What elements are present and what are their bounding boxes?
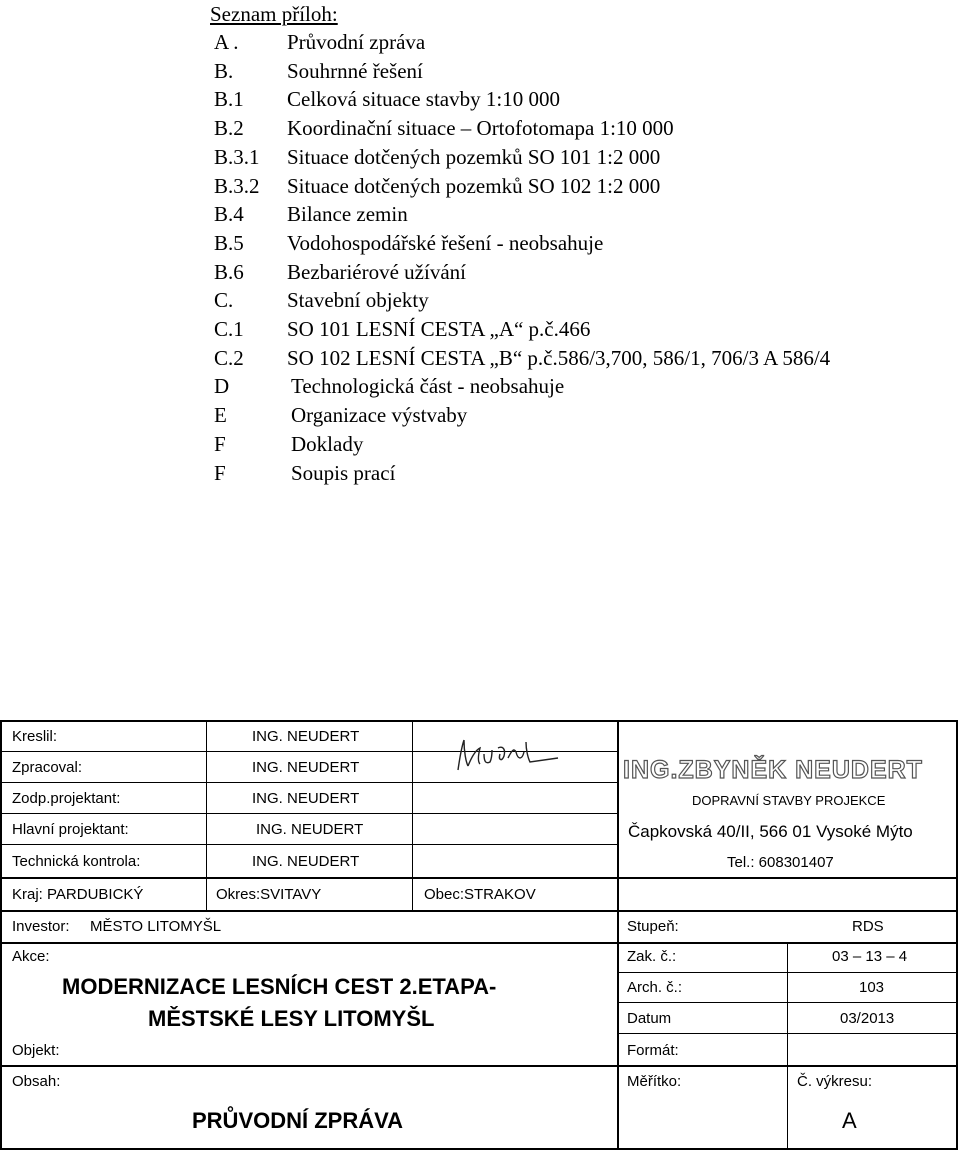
content-label: Obsah: bbox=[12, 1073, 61, 1090]
technical-check-value: ING. NEUDERT bbox=[252, 853, 360, 870]
company-subtitle: DOPRAVNÍ STAVBY PROJEKCE bbox=[692, 793, 886, 808]
responsible-designer-label: Zodp.projektant: bbox=[12, 790, 121, 807]
investor-value: MĚSTO LITOMYŠL bbox=[90, 918, 222, 935]
attachment-text: SO 102 LESNÍ CESTA „B“ p.č.586/3,700, 586/1, 706/3 A 586/4 bbox=[287, 345, 831, 370]
scale-label: Měřítko: bbox=[627, 1073, 682, 1090]
project-title-line-1: MODERNIZACE LESNÍCH CEST 2.ETAPA- bbox=[62, 974, 497, 999]
archive-number-label: Arch. č.: bbox=[627, 979, 683, 996]
responsible-designer-value: ING. NEUDERT bbox=[252, 790, 360, 807]
attachment-text: Soupis prací bbox=[291, 460, 396, 485]
district: Okres:SVITAVY bbox=[216, 886, 322, 903]
date-value: 03/2013 bbox=[840, 1010, 895, 1027]
attachment-text: SO 101 LESNÍ CESTA „A“ p.č.466 bbox=[287, 317, 591, 341]
attachment-text: Situace dotčených pozemků SO 101 1:2 000 bbox=[287, 144, 661, 169]
stage-label: Stupeň: bbox=[627, 918, 679, 935]
attachment-code: B.4 bbox=[214, 202, 244, 227]
attachment-code: E bbox=[214, 403, 227, 428]
prepared-by-label: Zpracoval: bbox=[12, 759, 83, 776]
signature-image bbox=[450, 736, 560, 776]
region: Kraj: PARDUBICKÝ bbox=[12, 886, 144, 903]
technical-check-label: Technická kontrola: bbox=[12, 853, 141, 870]
company-phone: Tel.: 608301407 bbox=[727, 854, 834, 871]
attachment-text: Doklady bbox=[291, 431, 364, 456]
attachment-text: Organizace výstvaby bbox=[291, 403, 468, 428]
attachment-code: B.6 bbox=[214, 259, 244, 284]
attachment-text: Průvodní zpráva bbox=[287, 30, 426, 54]
format-label: Formát: bbox=[627, 1042, 679, 1059]
archive-number-value: 103 bbox=[859, 979, 885, 996]
drawing-content: PRŮVODNÍ ZPRÁVA bbox=[192, 1108, 404, 1133]
attachment-code: B.3.2 bbox=[214, 173, 260, 198]
attachment-code: B. bbox=[214, 58, 234, 83]
attachment-code: C. bbox=[214, 288, 234, 313]
attachment-text: Koordinační situace – Ortofotomapa 1:10 000 bbox=[287, 116, 674, 141]
prepared-by-value: ING. NEUDERT bbox=[252, 759, 360, 776]
attachment-list-title: Seznam příloh: bbox=[210, 2, 338, 26]
company-address: Čapkovská 40/II, 566 01 Vysoké Mýto bbox=[628, 822, 913, 841]
drawing-number-label: Č. výkresu: bbox=[797, 1073, 873, 1090]
attachment-code: B.3.1 bbox=[214, 144, 260, 169]
attachment-text: Souhrnné řešení bbox=[287, 58, 423, 83]
attachment-code: B.1 bbox=[214, 87, 244, 112]
order-number-label: Zak. č.: bbox=[627, 948, 677, 965]
attachment-code: F bbox=[214, 460, 226, 485]
drawn-by-label: Kreslil: bbox=[12, 728, 58, 745]
attachment-code: C.2 bbox=[214, 345, 244, 370]
attachment-text: Bilance zemin bbox=[287, 202, 408, 227]
attachment-text: Technologická část - neobsahuje bbox=[291, 374, 565, 399]
attachment-code: A . bbox=[214, 30, 239, 54]
project-label: Akce: bbox=[12, 948, 50, 965]
drawing-number-value: A bbox=[842, 1108, 857, 1133]
object-label: Objekt: bbox=[12, 1042, 60, 1059]
attachment-code: B.5 bbox=[214, 230, 244, 255]
order-number-value: 03 – 13 – 4 bbox=[832, 948, 908, 965]
municipality: Obec:STRAKOV bbox=[424, 886, 536, 903]
attachment-text: Vodohospodářské řešení - neobsahuje bbox=[287, 230, 604, 255]
attachment-code: D bbox=[214, 374, 230, 399]
attachment-code: B.2 bbox=[214, 116, 244, 141]
chief-designer-value: ING. NEUDERT bbox=[256, 821, 364, 838]
attachment-code: F bbox=[214, 431, 226, 456]
attachment-text: Bezbariérové užívání bbox=[287, 259, 466, 284]
title-block bbox=[0, 720, 958, 1150]
date-label: Datum bbox=[627, 1010, 672, 1027]
drawn-by-value: ING. NEUDERT bbox=[252, 728, 360, 745]
investor-label: Investor: bbox=[12, 918, 70, 935]
company-logo: ING.ZBYNĚK NEUDERT bbox=[623, 756, 923, 784]
stage-value: RDS bbox=[852, 918, 884, 935]
attachment-text: Stavební objekty bbox=[287, 288, 429, 313]
attachment-text: Celková situace stavby 1:10 000 bbox=[287, 87, 560, 112]
chief-designer-label: Hlavní projektant: bbox=[12, 821, 129, 838]
attachment-text: Situace dotčených pozemků SO 102 1:2 000 bbox=[287, 173, 661, 198]
attachment-code: C.1 bbox=[214, 317, 244, 341]
project-title-line-2: MĚSTSKÉ LESY LITOMYŠL bbox=[148, 1006, 435, 1031]
